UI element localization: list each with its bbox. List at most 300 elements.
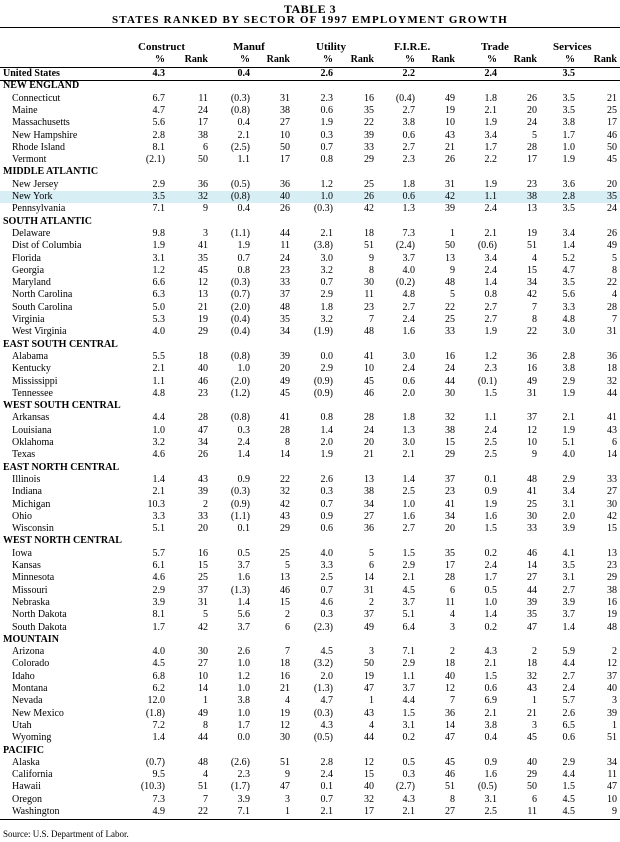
pct-value: 2.4	[484, 424, 497, 436]
rank-value: 31	[527, 387, 537, 399]
pct-value: 1.9	[237, 240, 250, 252]
rank-value: 3	[285, 793, 290, 805]
state-name: Missouri	[12, 584, 48, 596]
pct-value: 4.6	[152, 572, 165, 584]
pct-value: 2.9	[562, 375, 575, 387]
rank-value: 39	[445, 203, 455, 215]
rank-value: 44	[198, 732, 208, 744]
rank-value: 36	[280, 178, 290, 190]
pct-value: 1.5	[402, 547, 415, 559]
pct-value: 0.7	[320, 584, 333, 596]
region-name: EAST NORTH CENTRAL	[3, 461, 120, 473]
rank-value: 4	[285, 695, 290, 707]
pct-value: 5.5	[152, 350, 165, 362]
pct-value: 3.9	[562, 596, 575, 608]
pct-value: 9.5	[152, 769, 165, 781]
pct-value: 1.7	[484, 572, 497, 584]
pct-value: 1.6	[484, 510, 497, 522]
state-name: Indiana	[12, 486, 42, 498]
pct-value: 2.9	[320, 363, 333, 375]
rank-value: 24	[607, 203, 617, 215]
rank-value: 50	[527, 781, 537, 793]
rank-value: 33	[607, 473, 617, 485]
rank-value: 19	[527, 227, 537, 239]
pct-value: 2.1	[152, 486, 165, 498]
rank-value: 50	[280, 141, 290, 153]
pct-value: 1.9	[484, 498, 497, 510]
state-name: Ohio	[12, 510, 32, 522]
pct-value: (0.8)	[230, 412, 250, 424]
rank-value: 38	[364, 486, 374, 498]
rank-value: 37	[607, 670, 617, 682]
pct-value: 1.8	[484, 92, 497, 104]
rank-value: 20	[198, 523, 208, 535]
pct-value: 3.8	[237, 695, 250, 707]
pct-value: (1.8)	[145, 707, 165, 719]
pct-value: 5.6	[237, 609, 250, 621]
region-name: PACIFIC	[3, 744, 44, 756]
pct-value: 6.9	[484, 695, 497, 707]
state-name: Kentucky	[12, 363, 51, 375]
rank-value: 19	[198, 314, 208, 325]
pct-subheader: %	[487, 54, 497, 65]
pct-value: 0.9	[484, 756, 497, 768]
rank-value: 43	[280, 510, 290, 522]
pct-value: 1.2	[152, 264, 165, 276]
sector-header: Construct	[138, 41, 186, 53]
state-name: Rhode Island	[12, 141, 66, 153]
pct-value: (2.5)	[230, 141, 250, 153]
rank-value: 35	[198, 252, 208, 264]
rank-value: 33	[445, 326, 455, 338]
rank-value: 14	[280, 449, 290, 461]
rank-value: 4	[450, 609, 455, 621]
rank-value: 39	[527, 596, 537, 608]
pct-value: 2.0	[320, 670, 333, 682]
state-name: Pennsylvania	[12, 203, 66, 215]
pct-value: 1.5	[484, 523, 497, 535]
state-name: Massachusetts	[12, 117, 70, 129]
pct-value: 4.6	[152, 449, 165, 461]
rank-value: 17	[364, 806, 374, 817]
rank-value: 39	[198, 486, 208, 498]
pct-value: (2.0)	[230, 375, 250, 387]
pct-value: 0.6	[402, 375, 415, 387]
pct-value: 2.1	[484, 658, 497, 670]
pct-value: 2.4	[237, 437, 250, 448]
pct-value: 1.9	[484, 117, 497, 129]
pct-value: 0.3	[402, 769, 415, 781]
pct-value: 3.0	[402, 350, 415, 362]
rank-value: 12	[364, 756, 374, 768]
pct-value: 2.5	[484, 437, 497, 448]
pct-value: 1.6	[237, 572, 250, 584]
rank-value: 20	[280, 363, 290, 375]
pct-value: 2.1	[484, 227, 497, 239]
rank-value: 23	[198, 387, 208, 399]
rank-value: 25	[445, 314, 455, 325]
pct-value: 0.1	[237, 523, 250, 535]
pct-value: 1.0	[402, 498, 415, 510]
state-name: North Dakota	[12, 609, 67, 621]
state-name: Georgia	[12, 264, 45, 276]
rank-value: 42	[280, 498, 290, 510]
state-name: North Carolina	[12, 289, 73, 301]
pct-value: 1.5	[484, 387, 497, 399]
pct-value: 3.7	[402, 683, 415, 694]
rank-value: 16	[198, 547, 208, 559]
rank-value: 24	[198, 104, 208, 116]
rank-value: 2	[369, 596, 374, 608]
pct-value: 3.7	[237, 560, 250, 571]
rank-value: 41	[280, 412, 290, 424]
state-name: Alabama	[12, 350, 49, 362]
rank-value: 21	[198, 301, 208, 313]
rank-value: 48	[607, 621, 617, 633]
pct-value: 0.1	[320, 781, 333, 793]
rank-value: 26	[607, 227, 617, 239]
rank-value: 27	[527, 572, 537, 584]
rank-value: 3	[532, 719, 537, 731]
pct-value: (0.7)	[230, 289, 250, 301]
pct-value: 0.2	[484, 621, 497, 633]
pct-value: 7.3	[402, 227, 415, 239]
pct-value: 2.1	[484, 707, 497, 719]
rank-value: 51	[364, 240, 374, 252]
sector-header: Trade	[481, 41, 509, 53]
rank-value: 41	[445, 498, 455, 510]
rank-value: 15	[527, 264, 537, 276]
pct-value: (2.1)	[145, 154, 165, 166]
pct-value: 7.1	[152, 203, 165, 215]
rank-value: 9	[532, 449, 537, 461]
pct-value: 2.9	[320, 289, 333, 301]
pct-value: 3.8	[484, 719, 497, 731]
pct-value: 2.6	[237, 646, 250, 658]
pct-value: 0.6	[402, 191, 415, 202]
pct-value: 4.3	[320, 719, 333, 731]
rank-value: 51	[198, 781, 208, 793]
pct-value: 3.5	[562, 560, 575, 571]
state-name: South Carolina	[12, 301, 73, 313]
state-name: Virginia	[12, 314, 45, 325]
rank-value: 21	[280, 683, 290, 694]
rank-value: 2	[285, 609, 290, 621]
rank-value: 25	[198, 572, 208, 584]
rank-value: 6	[285, 621, 290, 633]
rank-value: 41	[364, 350, 374, 362]
state-name: Wisconsin	[12, 523, 54, 535]
rank-value: 38	[198, 129, 208, 141]
pct-value: 3.3	[562, 301, 575, 313]
rank-value: 2	[203, 498, 208, 510]
rank-value: 39	[364, 129, 374, 141]
rank-value: 13	[445, 252, 455, 264]
rank-value: 40	[445, 670, 455, 682]
pct-value: 1.6	[484, 769, 497, 781]
pct-value: (0.4)	[230, 314, 250, 325]
pct-value: 0.5	[484, 584, 497, 596]
pct-value: 6.6	[152, 277, 165, 289]
pct-value: 1.3	[402, 203, 415, 215]
rank-value: 42	[607, 510, 617, 522]
pct-value: 1.4	[237, 596, 250, 608]
pct-value: (1.1)	[230, 510, 250, 522]
pct-value: 3.8	[562, 363, 575, 375]
rank-value: 28	[445, 572, 455, 584]
pct-value: 2.0	[402, 387, 415, 399]
pct-value: (2.7)	[395, 781, 415, 793]
rank-value: 45	[198, 264, 208, 276]
rank-value: 36	[364, 523, 374, 535]
pct-value: 7.1	[402, 646, 415, 658]
rank-value: 15	[364, 769, 374, 781]
pct-value: 0.7	[320, 277, 333, 289]
region-name: WEST SOUTH CENTRAL	[3, 400, 121, 412]
rank-value: 7	[203, 793, 208, 805]
rank-value: 24	[445, 363, 455, 375]
pct-value: 8.1	[152, 141, 165, 153]
rank-value: 39	[280, 350, 290, 362]
pct-value: (0.4)	[395, 92, 415, 104]
rank-value: 1	[450, 227, 455, 239]
rank-value: 47	[198, 424, 208, 436]
pct-value: 0.0	[237, 732, 250, 744]
rank-value: 27	[607, 486, 617, 498]
rank-value: 5	[450, 289, 455, 301]
rank-value: 12	[445, 683, 455, 694]
pct-value: (0.3)	[230, 486, 250, 498]
pct-value: 7.2	[152, 719, 165, 731]
rank-value: 51	[607, 732, 617, 744]
pct-value: 3.7	[402, 596, 415, 608]
rank-value: 40	[364, 781, 374, 793]
rank-value: 45	[445, 756, 455, 768]
rank-value: 42	[445, 191, 455, 202]
pct-value: 2.3	[402, 154, 415, 166]
pct-value: 1.7	[562, 129, 575, 141]
pct-value: 2.4	[484, 560, 497, 571]
rank-value: 18	[527, 658, 537, 670]
pct-value: (0.3)	[313, 707, 333, 719]
pct-value: 1.1	[237, 154, 250, 166]
rank-value: 5	[532, 129, 537, 141]
pct-value: 5.0	[152, 301, 165, 313]
rank-value: 10	[364, 363, 374, 375]
pct-value: 1.0	[237, 658, 250, 670]
pct-value: 1.6	[402, 510, 415, 522]
rank-value: 28	[280, 424, 290, 436]
rank-value: 49	[280, 375, 290, 387]
rank-value: 12	[280, 719, 290, 731]
rank-value: 6	[203, 141, 208, 153]
pct-value: 2.5	[484, 806, 497, 817]
rank-value: 4	[532, 252, 537, 264]
state-name: New Hampshire	[12, 129, 78, 141]
rank-value: 46	[280, 584, 290, 596]
pct-value: (2.6)	[230, 756, 250, 768]
pct-value: 3.5	[562, 104, 575, 116]
rank-value: 5	[203, 609, 208, 621]
pct-value: 2.1	[237, 129, 250, 141]
rank-value: 18	[445, 658, 455, 670]
pct-value: 2.1	[562, 412, 575, 424]
pct-subheader: %	[405, 54, 415, 65]
pct-value: (2.3)	[313, 621, 333, 633]
rank-value: 7	[450, 695, 455, 707]
rank-value: 36	[445, 707, 455, 719]
pct-value: 2.1	[402, 449, 415, 461]
pct-value: 1.7	[484, 141, 497, 153]
pct-value: 3.8	[402, 117, 415, 129]
pct-value: (0.2)	[395, 277, 415, 289]
rank-value: 40	[607, 683, 617, 694]
pct-value: 1.4	[237, 449, 250, 461]
pct-value: 1.4	[562, 240, 575, 252]
rank-value: 13	[607, 547, 617, 559]
pct-value: 1.4	[320, 424, 333, 436]
source-note: Source: U.S. Department of Labor.	[3, 829, 129, 839]
pct-value: 3.0	[402, 437, 415, 448]
pct-value: 1.2	[484, 350, 497, 362]
pct-value: (2.4)	[395, 240, 415, 252]
pct-value: 2.2	[402, 68, 415, 79]
pct-value: (0.5)	[313, 732, 333, 744]
pct-value: 2.1	[402, 806, 415, 817]
rank-value: 37	[364, 609, 374, 621]
rank-value: 11	[527, 806, 537, 817]
rank-value: 8	[369, 264, 374, 276]
rank-value: 25	[280, 547, 290, 559]
rank-value: 35	[527, 609, 537, 621]
pct-value: 2.8	[562, 191, 575, 202]
pct-value: 3.7	[562, 609, 575, 621]
pct-value: 1.9	[152, 240, 165, 252]
pct-value: 0.6	[320, 104, 333, 116]
rank-value: 28	[364, 412, 374, 424]
rank-value: 35	[607, 191, 617, 202]
pct-value: 3.4	[562, 227, 575, 239]
rank-value: 41	[198, 240, 208, 252]
rank-value: 19	[607, 609, 617, 621]
state-name: Minnesota	[12, 572, 55, 584]
rank-subheader: Rank	[184, 54, 208, 65]
rank-value: 20	[527, 104, 537, 116]
rank-value: 34	[280, 326, 290, 338]
rank-value: 39	[607, 707, 617, 719]
pct-value: 1.2	[320, 178, 333, 190]
rank-value: 16	[607, 596, 617, 608]
state-name: New Jersey	[12, 178, 59, 190]
pct-value: 0.4	[237, 117, 250, 129]
rank-value: 21	[364, 449, 374, 461]
pct-value: 4.4	[152, 412, 165, 424]
pct-value: 2.4	[320, 769, 333, 781]
rank-value: 35	[280, 314, 290, 325]
rank-value: 12	[198, 277, 208, 289]
region-name: NEW ENGLAND	[3, 80, 80, 92]
pct-value: 2.4	[402, 314, 415, 325]
rank-value: 44	[607, 387, 617, 399]
pct-value: 4.5	[562, 806, 575, 817]
state-name: Hawaii	[12, 781, 41, 793]
rank-value: 1	[612, 719, 617, 731]
pct-value: 2.9	[152, 584, 165, 596]
rank-value: 15	[607, 523, 617, 535]
sector-header: Manuf	[233, 41, 265, 53]
rank-value: 51	[527, 240, 537, 252]
pct-value: 2.0	[562, 510, 575, 522]
rank-value: 48	[445, 277, 455, 289]
pct-value: 1.9	[320, 117, 333, 129]
pct-value: 4.0	[562, 449, 575, 461]
rank-value: 10	[527, 437, 537, 448]
pct-value: 4.0	[320, 547, 333, 559]
pct-value: 3.5	[562, 92, 575, 104]
rank-value: 25	[527, 498, 537, 510]
pct-value: 1.0	[562, 141, 575, 153]
rank-value: 47	[607, 781, 617, 793]
pct-value: 0.9	[237, 473, 250, 485]
rank-value: 32	[527, 670, 537, 682]
rank-value: 32	[607, 375, 617, 387]
pct-value: 2.9	[562, 756, 575, 768]
rank-value: 43	[607, 424, 617, 436]
rank-value: 27	[364, 510, 374, 522]
rank-value: 22	[198, 806, 208, 817]
pct-value: 4.3	[152, 68, 165, 79]
rank-subheader: Rank	[431, 54, 455, 65]
rank-value: 13	[198, 289, 208, 301]
pct-value: 1.9	[562, 154, 575, 166]
pct-value: 1.9	[484, 178, 497, 190]
rank-value: 44	[445, 375, 455, 387]
pct-value: 2.5	[484, 449, 497, 461]
pct-value: 3.0	[320, 252, 333, 264]
rank-value: 29	[198, 326, 208, 338]
state-name: New Mexico	[12, 707, 64, 719]
region-name: SOUTH ATLANTIC	[3, 215, 93, 227]
rank-value: 40	[280, 191, 290, 202]
pct-value: 1.1	[484, 412, 497, 424]
pct-value: 2.4	[562, 683, 575, 694]
rank-value: 43	[364, 707, 374, 719]
rank-value: 1	[203, 695, 208, 707]
pct-value: 4.1	[562, 547, 575, 559]
state-name: California	[12, 769, 53, 781]
rank-value: 22	[364, 117, 374, 129]
rank-value: 50	[364, 658, 374, 670]
state-name: Connecticut	[12, 92, 61, 104]
rank-value: 25	[364, 178, 374, 190]
pct-value: 3.0	[562, 326, 575, 338]
pct-subheader: %	[155, 54, 165, 65]
pct-value: (1.9)	[313, 326, 333, 338]
pct-value: 6.1	[152, 560, 165, 571]
state-name: Dist of Columbia	[12, 240, 82, 252]
rank-value: 9	[450, 264, 455, 276]
rank-value: 47	[364, 683, 374, 694]
rank-value: 10	[445, 117, 455, 129]
rank-value: 33	[364, 141, 374, 153]
pct-value: 1.8	[402, 412, 415, 424]
pct-value: 1.0	[320, 191, 333, 202]
rank-value: 31	[607, 326, 617, 338]
pct-value: (0.8)	[230, 350, 250, 362]
rank-value: 10	[198, 670, 208, 682]
pct-value: 0.8	[320, 154, 333, 166]
state-name: Maine	[12, 104, 38, 116]
